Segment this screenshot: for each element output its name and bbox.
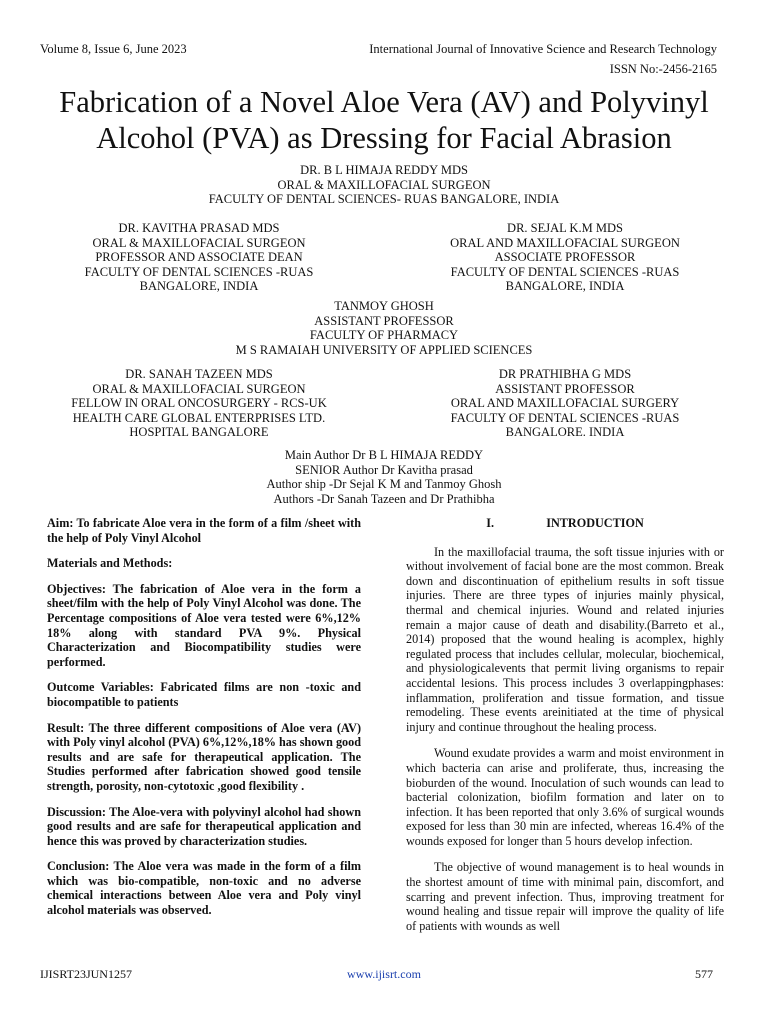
role-line: SENIOR Author Dr Kavitha prasad [295, 462, 473, 477]
journal-name: International Journal of Innovative Science and Research Technology [369, 42, 717, 56]
abstract-discussion: Discussion: The Aloe-vera with polyvinyl alcohol had shown good results and are safe for therapeutical application and hence this was proved by characterization studies. [47, 804, 361, 848]
author-line: ORAL AND MAXILLOFACIAL SURGERY [450, 396, 680, 411]
abstract-outcome: Outcome Variables: Fabricated films are non -toxic and biocompatible to patients [47, 680, 361, 709]
page-number: 577 [695, 967, 713, 981]
author-block-sanah [54, 367, 344, 440]
author-line: FACULTY OF PHARMACY [309, 328, 459, 343]
author-line: ASSOCIATE PROFESSOR [494, 250, 636, 265]
author-line: HEALTH CARE GLOBAL ENTERPRISES LTD. [72, 410, 326, 425]
author-line: DR. KAVITHA PRASAD MDS [118, 221, 280, 235]
volume-info: Volume 8, Issue 6, June 2023 [40, 42, 187, 56]
abstract-methods-heading: Materials and Methods: [47, 556, 173, 571]
section-heading [406, 516, 724, 531]
abstract-objectives: Objectives: The fabrication of Aloe vera in the form a sheet/film with the help of Poly Vinyl Alcohol was done. The Percentage compositions of Aloe vera tested were 6%,12% 18% along with standard PVA 9%. Physical Characterization and Biocompatibility studies were performed. [47, 581, 361, 669]
author-block-sejal [420, 221, 710, 294]
section-number: I. [486, 516, 495, 530]
paper-title [20, 84, 748, 156]
abstract-column [47, 516, 361, 929]
introduction-column [406, 516, 724, 945]
author-block-kavitha [54, 221, 344, 294]
intro-paragraph-3: The objective of wound management is to heal wounds in the shortest amount of time with minimal pain, discomfort, and scarring and prevent infection. Thus, improving treatment for wound healing and tissue repair will improve the quality of life of patients with wounds as well [406, 860, 724, 933]
author-line: FELLOW IN ORAL ONCOSURGERY - RCS-UK [71, 396, 327, 411]
author-line: DR. B L HIMAJA REDDY MDS [300, 163, 468, 177]
abstract-aim: Aim: To fabricate Aloe vera in the form of a film /sheet with the help of Poly Vinyl Alcohol [47, 516, 361, 545]
author-roles [184, 448, 584, 506]
author-line: HOSPITAL BANGALORE [129, 425, 269, 440]
section-title: INTRODUCTION [546, 516, 644, 530]
journal-url-link[interactable]: www.ijisrt.com [347, 967, 421, 981]
author-line: ORAL & MAXILLOFACIAL SURGEON [277, 177, 491, 192]
author-line: M S RAMAIAH UNIVERSITY OF APPLIED SCIENCES [235, 342, 533, 357]
author-line: ASSISTANT PROFESSOR [495, 381, 635, 396]
author-line: ORAL & MAXILLOFACIAL SURGEON [92, 381, 306, 396]
author-line: BANGALORE, INDIA [505, 279, 625, 294]
title-line-2: Alcohol (PVA) as Dressing for Facial Abrasion [96, 121, 672, 155]
author-line: BANGALORE, INDIA [139, 279, 259, 294]
author-line: PROFESSOR AND ASSOCIATE DEAN [95, 250, 303, 265]
author-line: ASSISTANT PROFESSOR [314, 313, 454, 328]
author-line: ORAL AND MAXILLOFACIAL SURGEON [450, 235, 680, 250]
author-block-tanmoy [184, 299, 584, 357]
author-line: BANGALORE. INDIA [505, 425, 625, 440]
author-line: FACULTY OF DENTAL SCIENCES- RUAS BANGALORE, INDIA [208, 192, 560, 207]
author-block-primary [84, 163, 684, 207]
author-line: FACULTY OF DENTAL SCIENCES -RUAS [84, 264, 314, 279]
issn: ISSN No:-2456-2165 [609, 62, 717, 76]
author-line: ORAL & MAXILLOFACIAL SURGEON [92, 235, 306, 250]
author-line: DR. SANAH TAZEEN MDS [125, 367, 273, 381]
role-line: Main Author Dr B L HIMAJA REDDY [284, 448, 484, 462]
author-line: FACULTY OF DENTAL SCIENCES -RUAS [450, 410, 680, 425]
author-line: DR. SEJAL K.M MDS [507, 221, 623, 235]
intro-paragraph-2: Wound exudate provides a warm and moist environment in which bacteria can arise and proliferate, thus, increasing the bioburden of the wound. Inoculation of such wounds can lead to bacterial colonization, biofilm formation and later on to infection. It has been reported that only 3.6% of surgical wounds exposed for less than 30 min are infected, whereas 16.4% of the wounds exposed for longer than 5 hours develop infection. [406, 746, 724, 848]
role-line: Author ship -Dr Sejal K M and Tanmoy Ghosh [266, 477, 502, 492]
intro-paragraph-1: In the maxillofacial trauma, the soft tissue injuries with or without involvement of facial bone are the most common. Break down and discontinuation of epithelium results in soft tissue injuries. There are three types of injuries mainly physical, thermal and chemical injuries. Wound and related injuries remain a major cause of death and disability.(Barreto et al., 2014) proposed that the wound healing is acomplex, highly regulated process that includes cellular, molecular, biochemical, and physiologicalevents that permit living organisms to repair accidental lesions. This process includes 3 overlappingphases: inflammation, proliferation and tissue formation, and tissue remodeling. These events areinitiated at the time of physical injury and continue throughout the healing process. [406, 544, 724, 734]
author-line: DR PRATHIBHA G MDS [498, 367, 632, 381]
title-line-1: Fabrication of a Novel Aloe Vera (AV) and Polyvinyl [59, 85, 709, 119]
abstract-conclusion: Conclusion: The Aloe vera was made in the form of a film which was bio-compatible, non-toxic and no adverse chemical interactions between Aloe vera and Poly vinyl alcohol materials was observed. [47, 859, 361, 918]
author-block-prathibha [420, 367, 710, 440]
role-line: Authors -Dr Sanah Tazeen and Dr Prathibha [273, 491, 495, 506]
author-line: TANMOY GHOSH [334, 299, 434, 313]
abstract-result: Result: The three different compositions of Aloe vera (AV) with Poly vinyl alcohol (PVA) 6%,12%,18% has shown good results and are safe for therapeutical application. The Studies performed after fabrication showed good tensile strength, porosity, non-cytotoxic ,good flexibility . [47, 720, 361, 793]
author-line: FACULTY OF DENTAL SCIENCES -RUAS [450, 264, 680, 279]
paper-id: IJISRT23JUN1257 [40, 967, 132, 981]
